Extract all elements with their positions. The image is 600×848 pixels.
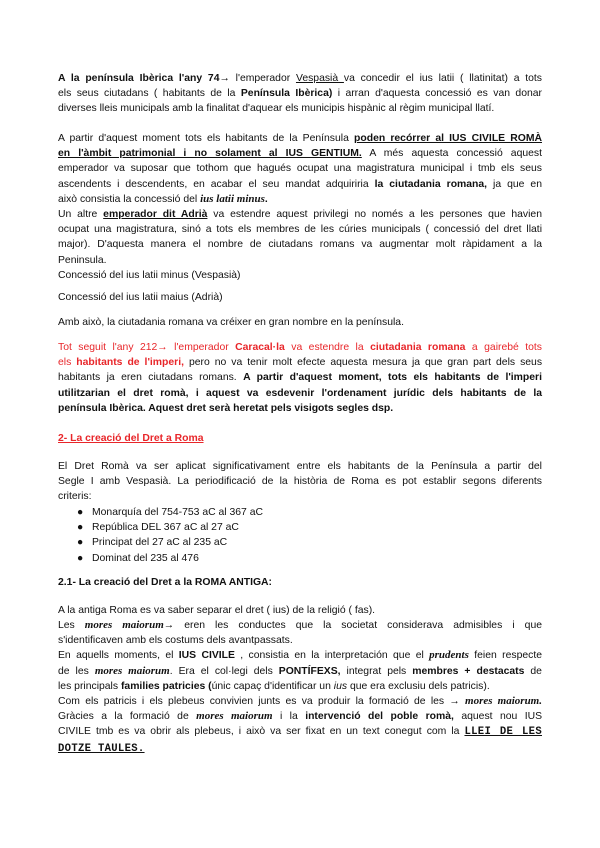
latin-term: mores maiorum	[94, 664, 170, 677]
text-line: CIVILE tmb es va obrir als plebeus, i això va ser fixat en un text conegut com la LLEI DE LES	[58, 726, 542, 739]
section-heading: 2- La creació del Dret a Roma	[58, 433, 204, 444]
text-line	[58, 741, 542, 757]
text-run: pero no va tenir molt efecte aquesta mesura ja que gran part dels seus	[184, 357, 543, 369]
text-run: l'emperador	[229, 73, 296, 84]
bullet-icon: ●	[77, 522, 84, 534]
bold-phrase: families patricies (	[120, 680, 212, 692]
text-line: emperador va suposar que tothom que hagués ocupat una magistratura municipal i tmb els seus	[58, 163, 542, 175]
text-run: Un altre	[58, 209, 104, 221]
red-text-run: va estendre la	[284, 342, 371, 353]
text-line: ocupat una magistratura, sinó a tots els membres de les cúries municipals ( concessió del dret llati	[58, 224, 542, 236]
text-run: A partir d'aquest moment tots els habitants de la Península	[58, 133, 355, 144]
text-line	[58, 71, 542, 86]
text-run: ascendents i descendents, en acabar el seu mandat adquiriria	[58, 178, 375, 190]
red-text-run: els	[58, 357, 77, 369]
latin-term: mores maiorum	[196, 710, 273, 723]
red-bold-phrase: habitants de l'imperi,	[76, 357, 184, 369]
text-line	[58, 370, 542, 385]
text-line: Concessió del ius latii minus (Vespasià)	[58, 269, 241, 281]
text-line: El Dret Romà va ser aplicat significativament entre els habitants de la Península a partir del	[58, 461, 542, 472]
bold-underlined-phrase: emperador dit Adrià	[103, 209, 208, 221]
bold-phrase: IUS CIVILE	[178, 650, 235, 662]
text-run: habitants ja eren ciutadans romans.	[58, 372, 244, 384]
latin-term: ius latii minus	[200, 192, 265, 205]
text-line: criteris:	[58, 491, 92, 503]
text-line	[58, 207, 542, 222]
bold-phrase: intervenció del poble romà,	[305, 711, 454, 723]
red-text-run: a gairebé tots	[465, 342, 542, 353]
text-line: Com els patricis i els plebeus convivien junts es va produir la formació de les → mores maiorum.	[58, 695, 542, 708]
red-bold-phrase: ciutadania romana	[370, 342, 466, 353]
paragraph-dret-roma	[58, 459, 542, 505]
bold-phrase: A partir d'aquest moment, tots els habitants de l'imperi	[243, 372, 542, 384]
paragraph-ius-latii	[58, 71, 542, 117]
bullet-icon: ●	[77, 507, 84, 518]
text-line: Les mores maiorum→ eren les conductes que la societat considerava admisibles i que	[58, 619, 543, 631]
text-line: En aquells moments, el IUS CIVILE , consistia en la interpretación que el prudents feien respecte	[58, 649, 543, 662]
text-line	[58, 192, 542, 207]
text-run: i arran d'aquesta concessió es van donar	[332, 88, 542, 100]
bold-phrase: PONTÍFEXS,	[278, 665, 341, 677]
text-run: ja que en	[487, 178, 542, 190]
text-line: utilitzarian el dret romà, i aquest va esdevenir l'ordenament jurídic dels habitants de la	[58, 387, 542, 399]
text-run: .	[264, 193, 268, 205]
bold-underlined-phrase: poden recórrer al IUS CIVILE ROMÀ	[354, 133, 542, 144]
text-line: Amb això, la ciutadania romana va créixer en gran nombre en la península.	[58, 317, 404, 328]
text-line	[58, 86, 542, 101]
text-line: major). D'aquesta manera el nombre de ciutadans romans va augmentar molt ràpidament a la	[58, 239, 542, 251]
text-line: de les mores maiorum. Era el col·legi dels PONTÍFEXS, integrat pels membres + destacats de	[58, 664, 542, 677]
list-item: ● Monarquía del 754-753 aC al 367 aC	[58, 505, 542, 520]
bold-phrase: Península Ibèrica)	[240, 88, 333, 100]
text-line: Gràcies a la formació de mores maiorum i la intervenció del poble romà, aquest nou IUS	[58, 710, 543, 723]
latin-term: mores maiorum	[84, 619, 164, 631]
text-line: les principals families patricies (únic capaç d'identificar un ius que era exclusiu dels patricis).	[58, 680, 490, 692]
text-line: A la antiga Roma es va saber separar el dret ( ius) de la religió ( fas).	[58, 605, 376, 616]
bold-underlined-phrase: en l'àmbit patrimonial i no solament al IUS GENTIUM.	[58, 148, 362, 160]
list-item: ● República DEL 367 aC al 27 aC	[58, 520, 542, 535]
bullet-icon: ●	[77, 552, 84, 564]
bold-phrase: la ciutadania romana,	[374, 178, 488, 190]
text-line	[58, 177, 542, 192]
paragraph-ius-civile	[58, 131, 542, 283]
text-run: això consistia la concessió del	[58, 193, 201, 205]
latin-term: prudents	[429, 649, 469, 662]
law-title: DOTZE TAULES.	[58, 742, 145, 755]
bold-phrase: A la península Ibèrica l'any 74→	[58, 73, 230, 84]
paragraph-mores-maiorum	[58, 618, 542, 757]
paragraph-caracalla	[58, 340, 542, 416]
text-run: els seus ciutadans ( habitants de la	[58, 88, 241, 100]
subsection-heading: 2.1- La creació del Dret a la ROMA ANTIGA:	[58, 577, 273, 588]
law-title: LLEI DE LES	[464, 726, 542, 739]
italic-term: ius	[333, 680, 348, 692]
bullet-icon: ●	[77, 537, 84, 549]
bold-phrase: membres + destacats	[412, 665, 525, 677]
text-line	[58, 146, 542, 161]
text-line: Peninsula.	[58, 254, 107, 266]
red-text-run: Tot seguit l'any 212→ l'emperador	[58, 342, 236, 353]
text-line: diverses lleis municipals amb la finalitat d'aquear els municipis hispànic al règim municipal llatí.	[58, 103, 495, 115]
list-item: ● Dominat del 235 al 476	[58, 551, 542, 566]
latin-term: mores maiorum.	[465, 695, 542, 708]
text-run: va estendre aquest privilegi no només a les persones que havien	[207, 209, 542, 221]
paragraph-ius-latii-maius	[58, 290, 542, 305]
text-line: península Ibèrica. Aquest dret serà heretat pels visigots segles dsp.	[58, 402, 394, 414]
text-run: A més aquesta concessió aquest	[361, 148, 542, 160]
paragraph-ius-fas	[58, 603, 542, 618]
text-line: Concessió del ius latii maius (Adrià)	[58, 292, 223, 303]
red-bold-phrase: Caracal·la	[235, 342, 285, 353]
list-item: ● Principat del 27 aC al 235 aC	[58, 535, 542, 550]
text-line	[58, 355, 542, 370]
text-line: Segle I amb Vespasià. La periodificació de la història de Roma es pot establir segons diferents	[58, 476, 542, 488]
text-line: s'identificaven amb els costums dels avantpassats.	[58, 635, 293, 647]
text-line	[58, 131, 542, 146]
paragraph-ciutadania	[58, 315, 542, 330]
text-line	[58, 340, 542, 355]
text-run: va concedir el ius latii ( llatinitat) a tots	[343, 73, 542, 84]
underlined-phrase: Vespasià	[295, 73, 344, 84]
periods-list	[58, 505, 542, 566]
